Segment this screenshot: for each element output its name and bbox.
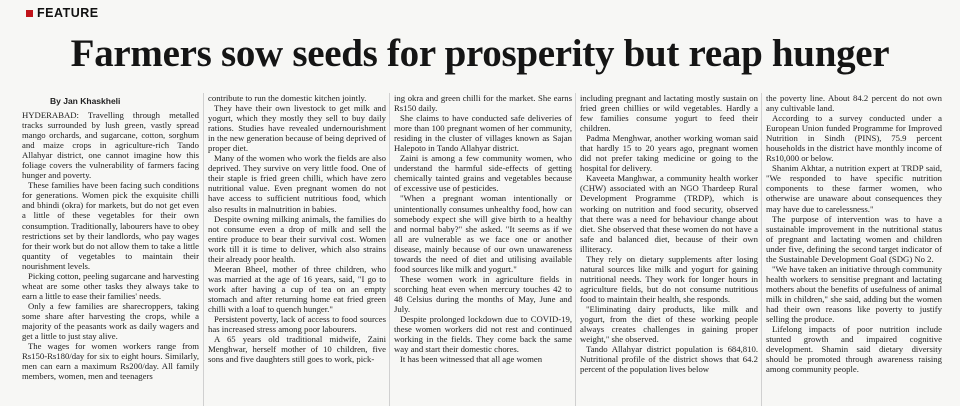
- byline: By Jan Khaskheli: [50, 96, 121, 106]
- article-paragraph: the poverty line. About 84.2 percent do not own any cultivable land.: [766, 93, 942, 114]
- article-paragraph: These women work in agriculture fields in scorching heat even when mercury touches 42 to 48 Celsius during the months of May, June and July.: [394, 273, 572, 314]
- article-paragraph: These families have been facing such conditions for generations. Women pick the exquisite chilli and bhindi (okra) for markets, but do not get even a little of these vegetables for their own consumption. Traditionally, labourers have to obey restrictions set by their landlords, who pay wages for their work but do not allow them to take a little quantity of vegetables to maintain their nourishment levels.: [22, 180, 199, 271]
- column-divider: [203, 93, 204, 406]
- red-square-icon: [26, 10, 33, 17]
- article-paragraph: Tando Allahyar district population is 684,810. Nutritional profile of the district shows that 64.2 percent of the population lives below: [580, 344, 758, 375]
- article-paragraph: Despite prolonged lockdown due to COVID-19, these women workers did not rest and continued working in the fields. They come back the same way and start their domestic chores.: [394, 314, 572, 355]
- column-divider: [389, 93, 390, 406]
- article-paragraph: Padma Menghwar, another working woman said that hardly 15 to 20 years ago, pregnant women did not prefer taking medicine or going to the hospital for delivery.: [580, 133, 758, 174]
- article-paragraph: It has been witnessed that all age women: [400, 354, 543, 365]
- article-paragraph: ing okra and green chilli for the market. She earns Rs150 daily.: [394, 93, 572, 114]
- headline: Farmers sow seeds for prosperity but reap hunger: [70, 32, 890, 75]
- article-paragraph: Many of the women who work the fields are also deprived. They survive on very little food. One of their staple is fried green chilli, which have zero nutritional value. Even pregnant women do not have access to sufficient nutritious food, which also results in malnutrition in babies.: [208, 153, 386, 214]
- article-body: [22, 93, 942, 406]
- article-paragraph: A 65 years old traditional midwife, Zaini Menghwar, herself mother of 10 children, five sons and five daughters still goes to work, pick-: [208, 334, 386, 365]
- section-label: FEATURE: [37, 6, 99, 20]
- article-paragraph: The purpose of intervention was to have a sustainable improvement in the nutritional status of pregnant and lactating women and children under five, defining the second target indicator of the Sustainable Development Goal (SDG) No 2.: [766, 213, 942, 264]
- article-column-2: [208, 93, 386, 406]
- article-paragraph: Despite owning milking animals, the families do not consume even a drop of milk and sell the entire produce to bear their survival cost. Women work till it is time to deliver, which also strains their already poor health.: [208, 213, 386, 264]
- article-paragraph: She claims to have conducted safe deliveries of more than 100 pregnant women of her community, residing in the cluster of villages known as Sajan Halepoto in Tando Allahyar district.: [394, 113, 572, 154]
- article-paragraph: Picking cotton, peeling sugarcane and harvesting wheat are some other tasks they always take to earn a little to ease their families' needs.: [22, 270, 199, 301]
- article-column-3: [394, 93, 572, 406]
- article-paragraph: Only a few families are sharecroppers, taking some share after harvesting the crops, while a majority of the peasants work as daily wagers and get a little to just stay alive.: [22, 300, 199, 342]
- column-divider: [761, 93, 762, 406]
- article-paragraph: Persistent poverty, lack of access to food sources has increased stress among poor labourers.: [208, 314, 386, 335]
- article-column-4: [580, 93, 758, 406]
- article-paragraph: According to a survey conducted under a European Union funded Programme for Improved Nutrition in Sindh (PINS), 75.9 percent households in the district have monthly income of Rs10,000 or below.: [766, 113, 942, 164]
- article-paragraph: They have their own livestock to get milk and yogurt, which they mostly they sell to buy daily rations. Studies have revealed undernourishment in the new generation because of being deprived of proper diet.: [208, 103, 386, 154]
- article-paragraph: Shanim Akhtar, a nutrition expert at TRDP said, "We responded to have specific nutrition components to these farmer women, who otherwise are unaware about consequences they may have due to carelessness.": [766, 163, 942, 214]
- article-paragraph: "We have taken an initiative through community health workers to sensitise pregnant and lactating mothers about the benefits of usefulness of animal milk in children," she said, adding but the women had their own reasons like poverty to justify selling the produce.: [766, 263, 942, 325]
- article-paragraph: "When a pregnant woman intentionally or unintentionally consumes unhealthy food, how can somebody expect she will give birth to a healthy and normal baby?" she asked. "It seems as if we all are vulnerable as we face one or another disease, mainly because of our own unawareness towards the need of diet and utilising available food sources like milk and yogurt.": [394, 193, 572, 274]
- article-paragraph: "Eliminating dairy products, like milk and yogurt, from the diet of these working people always creates challenges in gaining proper weight," she observed.: [580, 303, 758, 345]
- article-paragraph: Kaveeta Manghwar, a community health worker (CHW) associated with an NGO Thardeep Rural Development Programme (TRDP), which is working on nutrition and food security, observed that there was a need for behaviour change about diet. She observed that these women do not have a safe and balanced diet, because of their own illiteracy.: [580, 173, 758, 254]
- article-paragraph: They rely on dietary supplements after losing natural sources like milk and yogurt for gaining nutritional needs. They work for longer hours in agriculture fields, but do not consume nutritious food to maintain their health, she responds.: [580, 253, 758, 304]
- article-paragraph: Meeran Bheel, mother of three children, who was married at the age of 16 years, said, "I go to work after having a cup of tea on an empty stomach and after returning home eat fried green chilli with a loaf to quench hunger.": [208, 263, 386, 314]
- article-column-5: [766, 93, 942, 406]
- column-divider: [575, 93, 576, 406]
- section-kicker: [26, 6, 99, 20]
- article-paragraph: The wages for women workers range from Rs150-Rs180/day for six to eight hours. Similarly, men can earn a maximum Rs200/day. All family members, women, men and teenagers: [22, 341, 199, 382]
- article-paragraph: Zaini is among a few community women, who understand the harmful side-effects of getting chemically tainted grains and vegetables because of excessive use of pesticides.: [394, 153, 572, 194]
- article-paragraph: HYDERABAD: Travelling through metalled tracks surrounded by lush green, vastly spread mango orchards, and sugarcane, cotton, sorghum and maize crops in agriculture-rich Tando Allahyar district, one cannot imagine how this foliage covers the vulnerability of farmers facing hunger and poverty.: [22, 110, 199, 181]
- article-paragraph: contribute to run the domestic kitchen jointly.: [208, 93, 367, 103]
- article-column-1: [22, 110, 199, 406]
- article-paragraph: Lifelong impacts of poor nutrition include stunted growth and impaired cognitive development. Shamin said dietary diversity should be promoted through awareness raising among community people.: [766, 324, 942, 375]
- article-paragraph: including pregnant and lactating mostly sustain on fried green chillies or wild vegetables. Hardly a few families consume yogurt to feed their children.: [580, 93, 758, 134]
